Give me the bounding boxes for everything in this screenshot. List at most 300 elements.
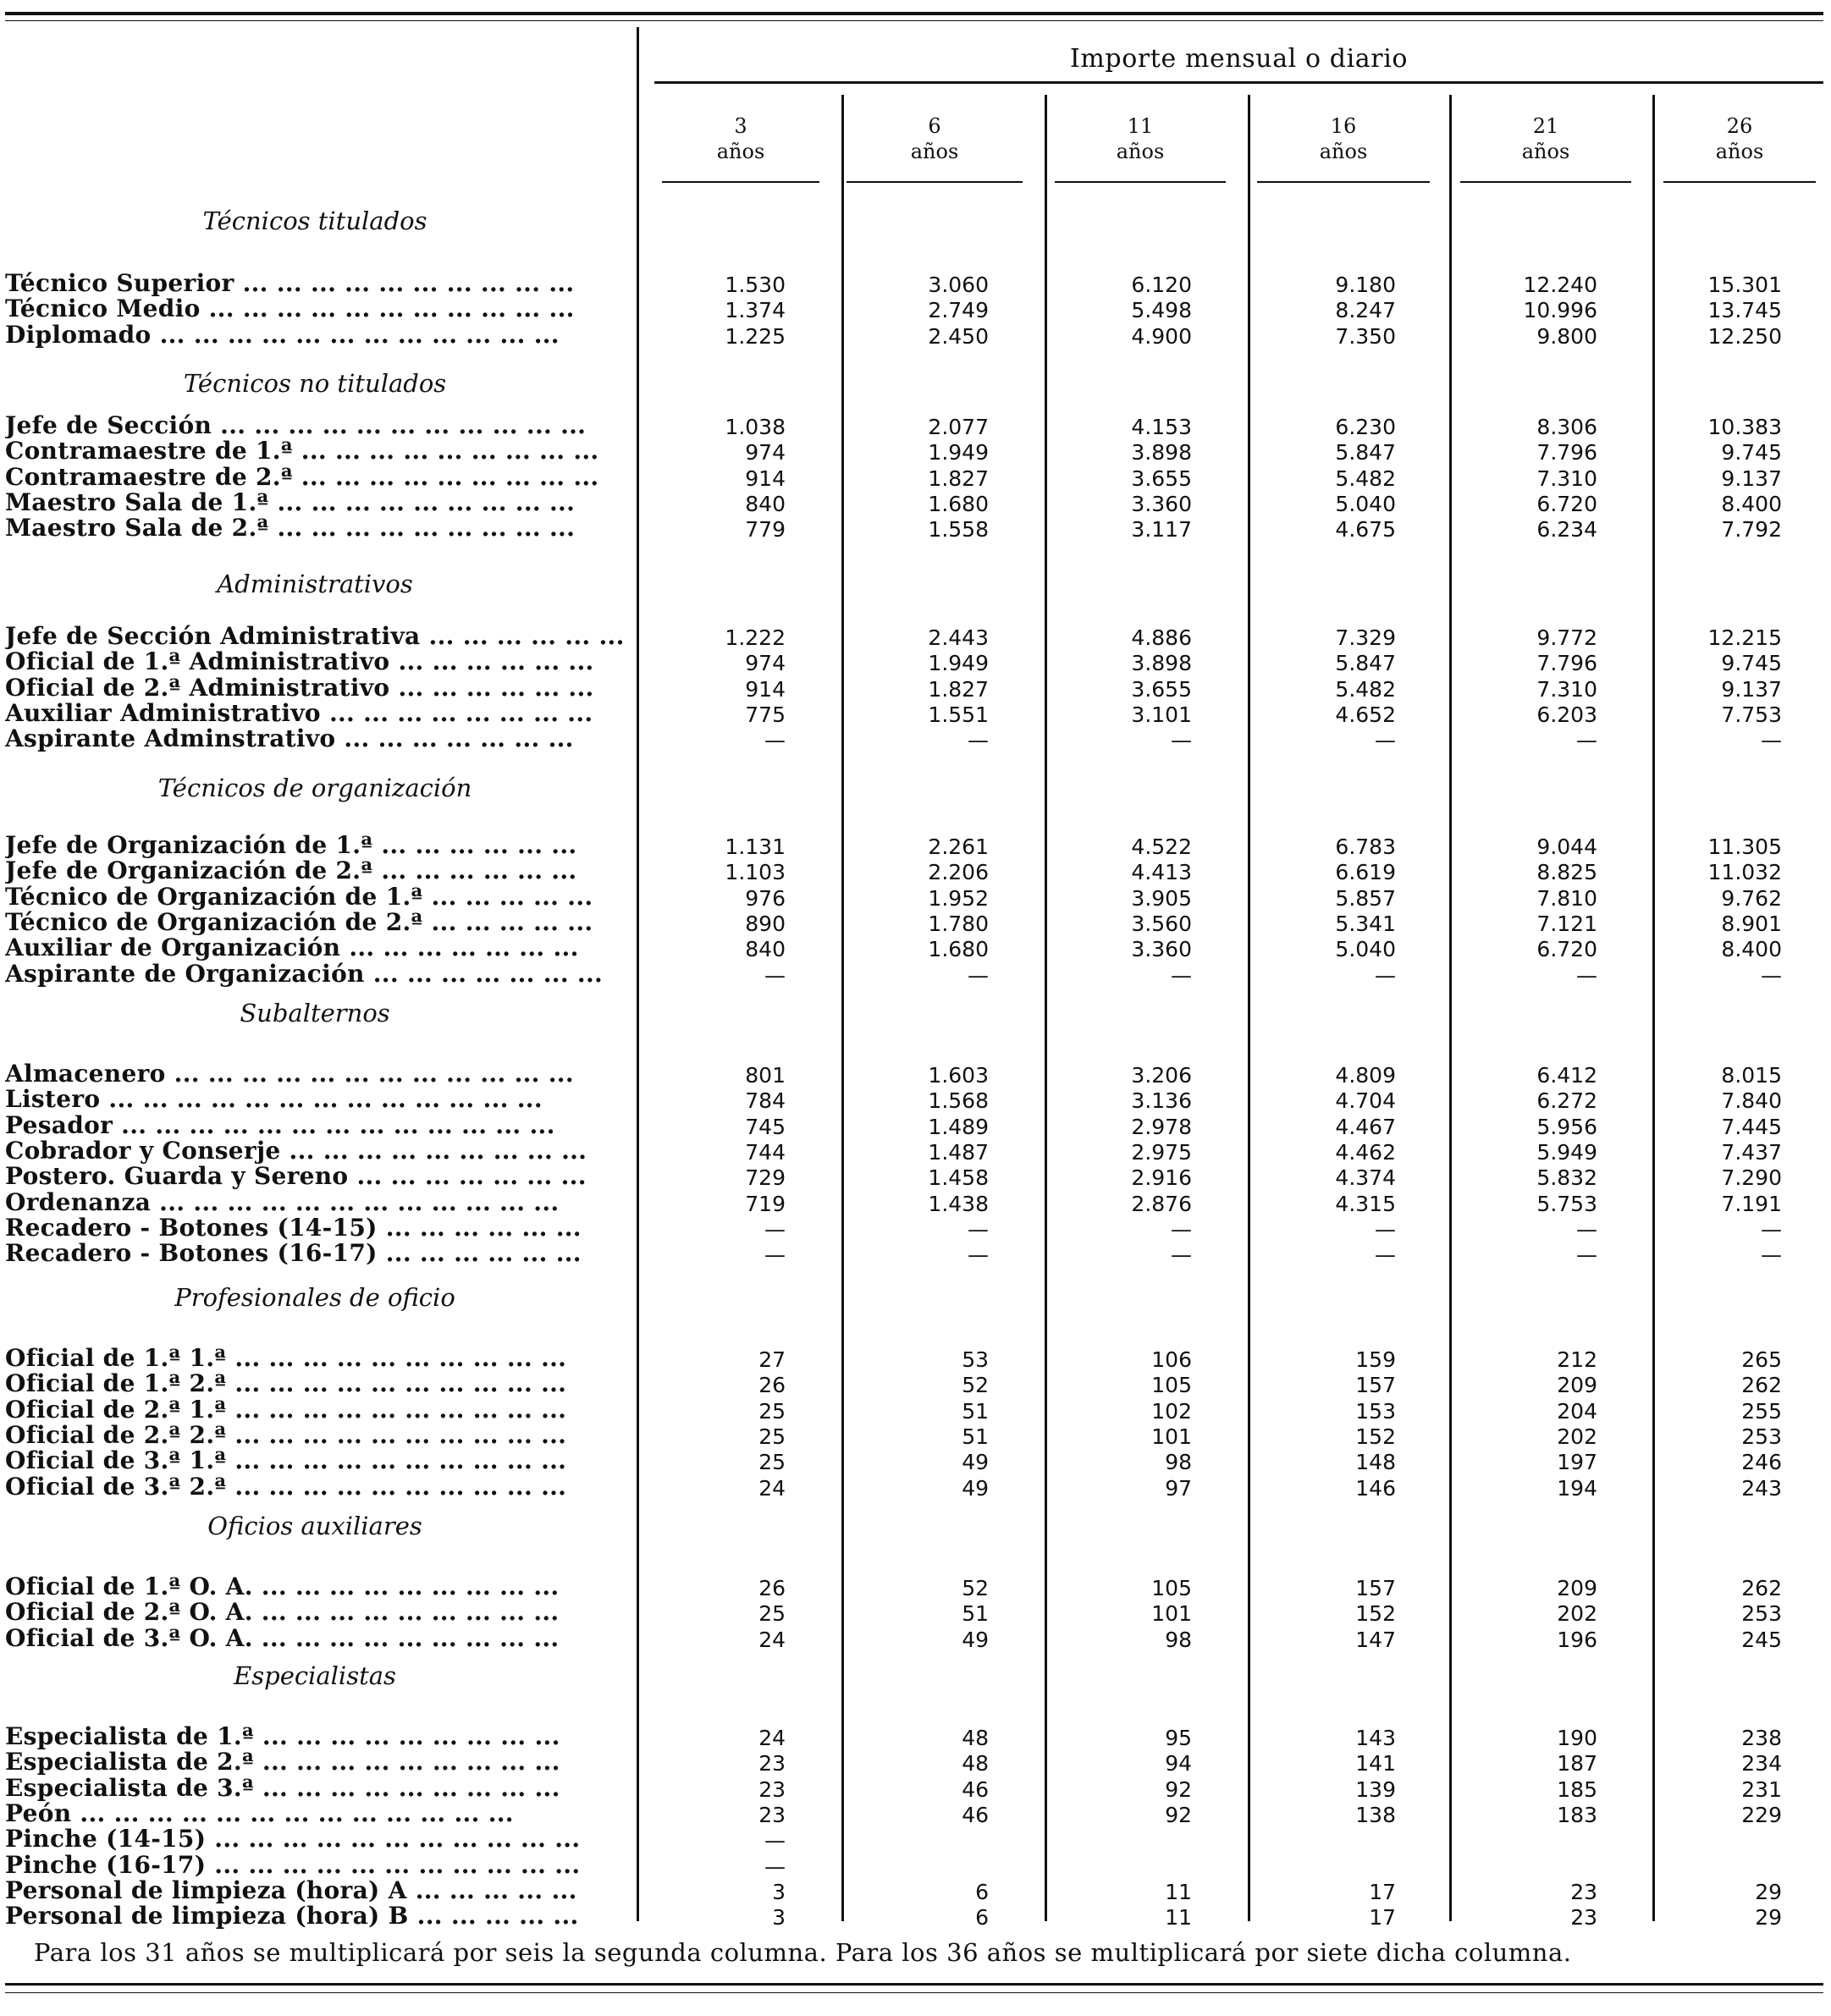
table-cell: 3.655 [1131, 465, 1192, 491]
table-cell: 52 [962, 1373, 989, 1398]
table-cell: 784 [745, 1088, 786, 1114]
row-label: Peón ... ... ... ... ... ... ... ... ... ... ... ... ... [5, 1798, 514, 1827]
table-cell: 197 [1557, 1450, 1597, 1475]
group-title: Especialistas [234, 1661, 396, 1690]
table-cell: 6.619 [1335, 860, 1396, 885]
table-cell: 255 [1741, 1398, 1782, 1424]
table-cell: 24 [758, 1475, 786, 1501]
table-cell: 11.032 [1707, 860, 1782, 885]
row-label: Técnico de Organización de 2.ª ... ... ... ... ... [5, 907, 593, 936]
table-cell: 1.949 [928, 651, 989, 676]
table-cell: — [968, 728, 989, 753]
table-cell: 29 [1755, 1905, 1782, 1931]
table-cell: 2.450 [928, 323, 989, 349]
table-cell: 1.374 [725, 298, 786, 323]
table-cell: — [764, 1828, 786, 1854]
table-cell: — [764, 1216, 786, 1242]
table-cell: 840 [745, 491, 786, 516]
table-cell: 3 [772, 1905, 786, 1931]
table-cell: 138 [1355, 1802, 1396, 1827]
table-cell: 6.412 [1536, 1063, 1597, 1088]
group-title: Profesionales de oficio [174, 1283, 455, 1312]
table-cell: 7.753 [1721, 702, 1782, 727]
table-cell: 48 [962, 1751, 989, 1776]
column-header-unit: años [1116, 140, 1165, 163]
column-header-years: 3 [734, 114, 747, 138]
table-cell: 4.809 [1335, 1063, 1396, 1088]
table-cell: 2.975 [1131, 1139, 1192, 1165]
row-label: Contramaestre de 2.ª ... ... ... ... ... ... ... ... ... [5, 462, 599, 491]
table-cell: 1.827 [928, 465, 989, 491]
table-cell: 2.206 [928, 860, 989, 885]
table-cell: 152 [1355, 1424, 1396, 1449]
table-cell: 5.847 [1335, 651, 1396, 676]
table-cell: 4.413 [1131, 860, 1192, 885]
table-cell: 6 [975, 1879, 989, 1904]
table-cell: 26 [758, 1576, 786, 1600]
table-cell: 6.720 [1536, 491, 1597, 516]
column-header-years: 26 [1726, 114, 1753, 138]
table-cell: 3.060 [928, 273, 989, 297]
table-cell: 7.191 [1721, 1191, 1782, 1216]
table-cell: 9.044 [1536, 834, 1597, 859]
table-cell: 1.487 [928, 1139, 989, 1165]
table-cell: 157 [1355, 1576, 1396, 1600]
table-cell: 1.568 [928, 1088, 989, 1114]
table-cell: 3.898 [1131, 440, 1192, 465]
table-cell: 5.857 [1335, 885, 1396, 911]
table-cell: 719 [745, 1191, 786, 1216]
table-cell: 9.180 [1335, 273, 1396, 297]
table-cell: — [1761, 1242, 1782, 1268]
table-cell: 5.040 [1335, 491, 1396, 516]
table-cell: 7.437 [1721, 1139, 1782, 1165]
table-cell: 4.886 [1131, 625, 1192, 650]
table-cell: 3.136 [1131, 1088, 1192, 1114]
row-label: Postero. Guarda y Sereno ... ... ... ... ... ... ... [5, 1162, 587, 1191]
table-cell: 101 [1151, 1424, 1192, 1449]
table-cell: 25 [758, 1424, 786, 1449]
column-header-years: 16 [1330, 114, 1357, 138]
table-cell: 2.916 [1131, 1165, 1192, 1191]
table-cell: 7.445 [1721, 1114, 1782, 1139]
table-cell: 229 [1741, 1802, 1782, 1827]
table-cell: 7.121 [1536, 911, 1597, 936]
row-label: Contramaestre de 1.ª ... ... ... ... ... ... ... ... ... [5, 437, 599, 465]
column-header-rule [1257, 181, 1430, 183]
table-cell: 246 [1741, 1450, 1782, 1475]
row-label: Técnico de Organización de 1.ª ... ... ... ... ... [5, 882, 593, 911]
table-cell: 2.749 [928, 298, 989, 323]
table-cell: 1.551 [928, 702, 989, 727]
table-cell: 3.560 [1131, 911, 1192, 936]
table-cell: 11 [1165, 1879, 1192, 1904]
table-cell: 146 [1355, 1475, 1396, 1501]
column-header-unit: años [910, 140, 959, 163]
table-cell: 23 [1570, 1879, 1597, 1904]
group-title: Oficios auxiliares [207, 1512, 422, 1540]
group-title: Administrativos [217, 570, 413, 598]
column-divider [1045, 95, 1047, 1921]
table-cell: 49 [962, 1450, 989, 1475]
table-cell: 101 [1151, 1601, 1192, 1627]
bottom-thin-rule [5, 1992, 1823, 1993]
table-cell: 49 [962, 1475, 989, 1501]
table-cell: 23 [1570, 1905, 1597, 1931]
table-cell: 3.655 [1131, 676, 1192, 702]
group-title: Subalternos [240, 999, 390, 1027]
table-cell: 7.329 [1335, 625, 1396, 650]
table-cell: 5.482 [1335, 465, 1396, 491]
amount-header-rule [654, 81, 1823, 84]
table-cell: 6.203 [1536, 702, 1597, 727]
table-cell: 840 [745, 937, 786, 962]
table-cell: 4.153 [1131, 415, 1192, 439]
table-cell: 1.103 [725, 860, 786, 885]
table-cell: 194 [1557, 1475, 1597, 1501]
table-cell: 7.840 [1721, 1088, 1782, 1114]
table-cell: 7.310 [1536, 465, 1597, 491]
table-cell: 11.305 [1707, 834, 1782, 859]
table-cell: — [1576, 962, 1597, 988]
table-cell: 4.467 [1335, 1114, 1396, 1139]
table-cell: 12.215 [1707, 625, 1782, 650]
table-cell: 7.350 [1335, 323, 1396, 349]
table-cell: 6 [975, 1905, 989, 1931]
row-label: Pinche (14-15) ... ... ... ... ... ... ... ... ... ... ... [5, 1825, 581, 1854]
table-cell: 143 [1355, 1726, 1396, 1750]
table-cell: 190 [1557, 1726, 1597, 1750]
column-header-rule [662, 181, 819, 183]
table-cell: 24 [758, 1627, 786, 1652]
table-cell: 914 [745, 676, 786, 702]
table-cell: 9.800 [1536, 323, 1597, 349]
table-cell: 890 [745, 911, 786, 936]
table-cell: 141 [1355, 1751, 1396, 1776]
table-cell: 106 [1151, 1347, 1192, 1372]
row-label: Recadero - Botones (16-17) ... ... ... ... ... ... [5, 1239, 582, 1268]
table-cell: 8.901 [1721, 911, 1782, 936]
table-cell: — [1375, 728, 1396, 753]
column-header-years: 6 [928, 114, 941, 138]
table-cell: — [764, 1854, 786, 1879]
table-cell: 2.261 [928, 834, 989, 859]
table-cell: 204 [1557, 1398, 1597, 1424]
table-cell: 105 [1151, 1373, 1192, 1398]
group-title: Técnicos de organización [157, 774, 472, 802]
table-cell: 94 [1165, 1751, 1192, 1776]
column-header-years: 21 [1532, 114, 1559, 138]
table-cell: — [764, 728, 786, 753]
table-cell: 98 [1165, 1627, 1192, 1652]
table-cell: 7.792 [1721, 517, 1782, 543]
row-label: Oficial de 3.ª 1.ª ... ... ... ... ... ... ... ... ... ... [5, 1446, 567, 1475]
row-label: Aspirante Adminstrativo ... ... ... ... ... ... ... [5, 724, 574, 753]
table-cell: — [1375, 962, 1396, 988]
table-cell: 139 [1355, 1776, 1396, 1802]
table-cell: 6.783 [1335, 834, 1396, 859]
row-label: Auxiliar de Organización ... ... ... ... ... ... ... [5, 934, 579, 962]
table-cell: 1.222 [725, 625, 786, 650]
table-cell: 1.458 [928, 1165, 989, 1191]
table-cell: 202 [1557, 1424, 1597, 1449]
column-header-unit: años [716, 140, 765, 163]
table-cell: 3.360 [1131, 937, 1192, 962]
table-cell: 3.117 [1131, 517, 1192, 543]
table-cell: 9.745 [1721, 440, 1782, 465]
table-cell: — [1576, 1216, 1597, 1242]
table-cell: 105 [1151, 1576, 1192, 1600]
table-cell: 4.900 [1131, 323, 1192, 349]
row-label: Auxiliar Administrativo ... ... ... ... ... ... ... ... [5, 698, 593, 727]
table-cell: — [1171, 1242, 1192, 1268]
table-cell: 5.498 [1131, 298, 1192, 323]
column-header-rule [847, 181, 1023, 183]
table-cell: 1.038 [725, 415, 786, 439]
row-label: Oficial de 1.ª O. A. ... ... ... ... ... ... ... ... ... [5, 1573, 560, 1600]
table-cell: 3.905 [1131, 885, 1192, 911]
table-cell: 5.753 [1536, 1191, 1597, 1216]
column-header-21-anos [1452, 113, 1640, 164]
table-cell: 1.438 [928, 1191, 989, 1216]
table-cell: 744 [745, 1139, 786, 1165]
table-cell: 1.680 [928, 491, 989, 516]
row-label: Jefe de Organización de 1.ª ... ... ... ... ... ... [5, 831, 577, 859]
table-cell: 9.137 [1721, 676, 1782, 702]
table-cell: 23 [758, 1776, 786, 1802]
table-cell: 6.720 [1536, 937, 1597, 962]
row-label: Oficial de 1.ª Administrativo ... ... ... ... ... ... [5, 647, 594, 676]
row-label: Oficial de 2.ª Administrativo ... ... ... ... ... ... [5, 673, 594, 702]
table-cell: — [1576, 1242, 1597, 1268]
table-cell: 2.443 [928, 625, 989, 650]
table-cell: 185 [1557, 1776, 1597, 1802]
group-title: Técnicos no titulados [183, 369, 447, 398]
table-cell: 4.315 [1335, 1191, 1396, 1216]
table-cell: 1.680 [928, 937, 989, 962]
table-cell: 234 [1741, 1751, 1782, 1776]
table-cell: 7.796 [1536, 440, 1597, 465]
table-cell: 8.400 [1721, 937, 1782, 962]
table-cell: 779 [745, 517, 786, 543]
table-cell: 265 [1741, 1347, 1782, 1372]
table-cell: 6.120 [1131, 273, 1192, 297]
table-cell: 1.780 [928, 911, 989, 936]
table-cell: 209 [1557, 1373, 1597, 1398]
footnote: Para los 31 años se multiplicará por seis la segunda columna. Para los 36 años se multiplicará por siete dicha columna. [34, 1938, 1572, 1967]
row-label: Almacenero ... ... ... ... ... ... ... ... ... ... ... ... [5, 1060, 574, 1088]
table-cell: 209 [1557, 1576, 1597, 1600]
table-cell: 238 [1741, 1726, 1782, 1750]
table-cell: 5.956 [1536, 1114, 1597, 1139]
table-cell: 92 [1165, 1802, 1192, 1827]
row-label: Especialista de 3.ª ... ... ... ... ... ... ... ... ... [5, 1773, 560, 1802]
table-cell: 17 [1369, 1905, 1396, 1931]
row-label: Oficial de 1.ª 1.ª ... ... ... ... ... ... ... ... ... ... [5, 1344, 567, 1372]
table-cell: 9.762 [1721, 885, 1782, 911]
table-cell: — [1761, 962, 1782, 988]
table-cell: 976 [745, 885, 786, 911]
table-cell: 1.827 [928, 676, 989, 702]
table-cell: — [968, 1242, 989, 1268]
table-cell: 202 [1557, 1601, 1597, 1627]
row-label: Listero ... ... ... ... ... ... ... ... ... ... ... ... ... [5, 1085, 543, 1114]
table-cell: 25 [758, 1450, 786, 1475]
table-cell: 187 [1557, 1751, 1597, 1776]
table-cell: 1.603 [928, 1063, 989, 1088]
table-cell: 8.400 [1721, 491, 1782, 516]
table-cell: 7.796 [1536, 651, 1597, 676]
row-label: Recadero - Botones (14-15) ... ... ... ... ... ... [5, 1213, 582, 1242]
table-cell: 26 [758, 1373, 786, 1398]
table-cell: 25 [758, 1601, 786, 1627]
row-label: Oficial de 2.ª O. A. ... ... ... ... ... ... ... ... ... [5, 1598, 560, 1627]
table-cell: 12.240 [1523, 273, 1597, 297]
table-cell: 157 [1355, 1373, 1396, 1398]
table-cell: 147 [1355, 1627, 1396, 1652]
table-cell: 3.101 [1131, 702, 1192, 727]
table-cell: 2.077 [928, 415, 989, 439]
table-cell: 729 [745, 1165, 786, 1191]
row-label: Jefe de Sección Administrativa ... ... ... ... ... ... [5, 622, 625, 650]
table-cell: 3.360 [1131, 491, 1192, 516]
table-cell: 4.704 [1335, 1088, 1396, 1114]
row-label: Maestro Sala de 2.ª ... ... ... ... ... ... ... ... ... [5, 514, 576, 543]
column-header-rule [1460, 181, 1631, 183]
table-cell: 231 [1741, 1776, 1782, 1802]
table-cell: 4.374 [1335, 1165, 1396, 1191]
top-double-rule [5, 12, 1823, 15]
table-cell: 15.301 [1707, 273, 1782, 297]
column-header-unit: años [1715, 140, 1764, 163]
table-cell: 51 [962, 1398, 989, 1424]
table-cell: 1.952 [928, 885, 989, 911]
table-cell: 8.015 [1721, 1063, 1782, 1088]
column-divider [1652, 95, 1655, 1921]
table-cell: 974 [745, 651, 786, 676]
row-label: Oficial de 2.ª 1.ª ... ... ... ... ... ... ... ... ... ... [5, 1395, 567, 1424]
table-cell: — [1375, 1216, 1396, 1242]
table-cell: 8.247 [1335, 298, 1396, 323]
row-label: Oficial de 3.ª 2.ª ... ... ... ... ... ... ... ... ... ... [5, 1472, 567, 1501]
table-cell: 5.341 [1335, 911, 1396, 936]
row-label: Oficial de 2.ª 2.ª ... ... ... ... ... ... ... ... ... ... [5, 1420, 567, 1449]
table-cell: 196 [1557, 1627, 1597, 1652]
table-cell: 243 [1741, 1475, 1782, 1501]
column-header-16-anos [1249, 113, 1438, 164]
column-divider [1449, 95, 1452, 1921]
table-cell: 745 [745, 1114, 786, 1139]
table-cell: 95 [1165, 1726, 1192, 1750]
table-cell: 1.489 [928, 1114, 989, 1139]
table-cell: 6.234 [1536, 517, 1597, 543]
table-cell: 24 [758, 1726, 786, 1750]
row-label: Oficial de 3.ª O. A. ... ... ... ... ... ... ... ... ... [5, 1623, 560, 1652]
table-cell: 53 [962, 1347, 989, 1372]
table-cell: 48 [962, 1726, 989, 1750]
row-label: Técnico Superior ... ... ... ... ... ... ... ... ... ... [5, 269, 575, 297]
row-label: Aspirante de Organización ... ... ... ... ... ... ... [5, 959, 604, 988]
table-cell: 1.225 [725, 323, 786, 349]
column-header-6-anos [838, 113, 1031, 164]
column-header-unit: años [1521, 140, 1570, 163]
table-cell: 12.250 [1707, 323, 1782, 349]
column-header-rule [1055, 181, 1226, 183]
table-cell: 9.137 [1721, 465, 1782, 491]
top-thin-rule [5, 20, 1823, 21]
table-cell: 51 [962, 1601, 989, 1627]
table-cell: — [764, 1242, 786, 1268]
table-cell: 7.290 [1721, 1165, 1782, 1191]
table-cell: 5.832 [1536, 1165, 1597, 1191]
table-cell: 2.978 [1131, 1114, 1192, 1139]
table-cell: 253 [1741, 1601, 1782, 1627]
row-label: Técnico Medio ... ... ... ... ... ... ... ... ... ... ... [5, 295, 575, 323]
bottom-thick-rule [5, 1983, 1823, 1986]
table-cell: 9.745 [1721, 651, 1782, 676]
table-cell: 25 [758, 1398, 786, 1424]
row-label: Especialista de 1.ª ... ... ... ... ... ... ... ... ... [5, 1722, 560, 1750]
table-cell: 262 [1741, 1373, 1782, 1398]
table-cell: 5.949 [1536, 1139, 1597, 1165]
row-label: Jefe de Organización de 2.ª ... ... ... ... ... ... [5, 857, 577, 885]
table-cell: 2.876 [1131, 1191, 1192, 1216]
row-label: Pesador ... ... ... ... ... ... ... ... ... ... ... ... ... [5, 1110, 555, 1139]
table-cell: 8.825 [1536, 860, 1597, 885]
table-cell: 29 [1755, 1879, 1782, 1904]
table-cell: 148 [1355, 1450, 1396, 1475]
row-label: Especialista de 2.ª ... ... ... ... ... ... ... ... ... [5, 1748, 560, 1776]
table-cell: 10.996 [1523, 298, 1597, 323]
table-cell: 6.272 [1536, 1088, 1597, 1114]
column-header-11-anos [1046, 113, 1234, 164]
column-header-26-anos [1655, 113, 1824, 164]
table-cell: 49 [962, 1627, 989, 1652]
table-cell: 5.482 [1335, 676, 1396, 702]
row-label: Pinche (16-17) ... ... ... ... ... ... ... ... ... ... ... [5, 1850, 581, 1879]
table-cell: — [1171, 962, 1192, 988]
row-label: Personal de limpieza (hora) A ... ... ... ... ... [5, 1876, 577, 1904]
table-cell: — [1171, 1216, 1192, 1242]
table-cell: 6.230 [1335, 415, 1396, 439]
table-cell: 3 [772, 1879, 786, 1904]
row-label: Ordenanza ... ... ... ... ... ... ... ... ... ... ... ... [5, 1187, 560, 1216]
table-cell: 10.383 [1707, 415, 1782, 439]
table-cell: 245 [1741, 1627, 1782, 1652]
table-cell: 7.810 [1536, 885, 1597, 911]
table-cell: — [968, 1216, 989, 1242]
column-header-unit: años [1319, 140, 1368, 163]
amount-header: Importe mensual o diario [1069, 44, 1409, 74]
column-divider [1248, 95, 1250, 1921]
table-cell: 4.522 [1131, 834, 1192, 859]
table-cell: 801 [745, 1063, 786, 1088]
table-cell: 152 [1355, 1601, 1396, 1627]
table-cell: 1.131 [725, 834, 786, 859]
table-cell: 13.745 [1707, 298, 1782, 323]
table-cell: 262 [1741, 1576, 1782, 1600]
table-cell: 46 [962, 1802, 989, 1827]
table-cell: — [1375, 1242, 1396, 1268]
table-cell: 102 [1151, 1398, 1192, 1424]
table-cell: — [1761, 728, 1782, 753]
table-cell: 974 [745, 440, 786, 465]
table-cell: 9.772 [1536, 625, 1597, 650]
table-cell: — [1171, 728, 1192, 753]
column-header-rule [1663, 181, 1816, 183]
table-cell: 11 [1165, 1905, 1192, 1931]
table-cell: 212 [1557, 1347, 1597, 1372]
